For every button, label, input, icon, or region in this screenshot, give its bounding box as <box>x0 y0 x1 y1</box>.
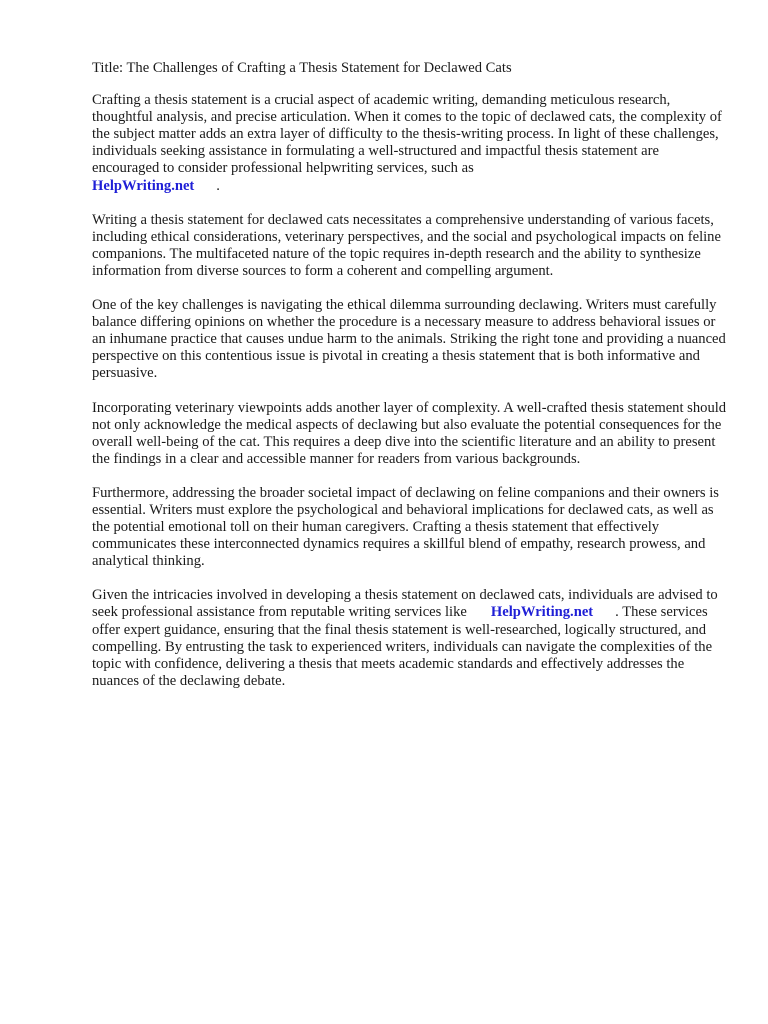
paragraph-6-text-before: Given the intricacies involved in developing a thesis statement on declawed cats, individuals are advised to seek professional assistance from reputable writing services like <box>92 587 718 621</box>
paragraph-4: Incorporating veterinary viewpoints adds another layer of complexity. A well-crafted thesis statement should not only acknowledge the medical aspects of declawing but also evaluate the potential consequences for the overall well-being of the cat. This requires a deep dive into the scientific literature and an ability to present the findings in a clear and accessible manner for readers from various backgrounds. <box>92 399 727 467</box>
paragraph-6-text-after: . These services offer expert guidance, ensuring that the final thesis statement is well-researched, logically structured, and compelling. By entrusting the task to experienced writers, individuals can navigate the complexities of the topic with confidence, delivering a thesis that meets academic standards and effectively addresses the nuances of the declawing debate. <box>92 604 713 689</box>
document-title: Title: The Challenges of Crafting a Thesis Statement for Declawed Cats <box>92 60 512 76</box>
helpwriting-link-2[interactable]: HelpWriting.net <box>490 604 594 621</box>
paragraph-3: One of the key challenges is navigating the ethical dilemma surrounding declawing. Writers must carefully balance differing opinions on whether the procedure is a necessary measure to address behavioral issues or an inhumane practice that causes undue harm to the animals. Striking the right tone and providing a nuanced perspective on this contentious issue is pivotal in creating a thesis statement that is both informative and persuasive. <box>92 297 726 382</box>
paragraph-1-text: Crafting a thesis statement is a crucial aspect of academic writing, demanding meticulous research, thoughtful analysis, and precise articulation. When it comes to the topic of declawed cats, the complexity of the subject matter adds an extra layer of difficulty to the thesis-writing process. In light of these challenges, individuals seeking assistance in formulating a well-structured and impactful thesis statement are encouraged to consider professional helpwriting services, such as <box>92 92 722 177</box>
paragraph-5: Furthermore, addressing the broader societal impact of declawing on feline companions and their owners is essential. Writers must explore the psychological and behavioral implications for declawed cats, as well as the potential emotional toll on their human caregivers. Crafting a thesis statement that effectively communicates these interconnected dynamics requires a skillful blend of empathy, research prowess, and analytical thinking. <box>92 484 719 570</box>
paragraph-1 <box>92 92 728 195</box>
helpwriting-link-1[interactable]: HelpWriting.net <box>92 177 195 194</box>
paragraph-1-period: . <box>216 177 220 194</box>
paragraph-6 <box>92 587 728 690</box>
paragraph-2: Writing a thesis statement for declawed cats necessitates a comprehensive understanding of various facets, including ethical considerations, veterinary perspectives, and the social and psychological impacts on feline companions. The multifaceted nature of the topic requires in-depth research and the ability to synthesize information from diverse sources to form a coherent and compelling argument. <box>92 211 721 279</box>
